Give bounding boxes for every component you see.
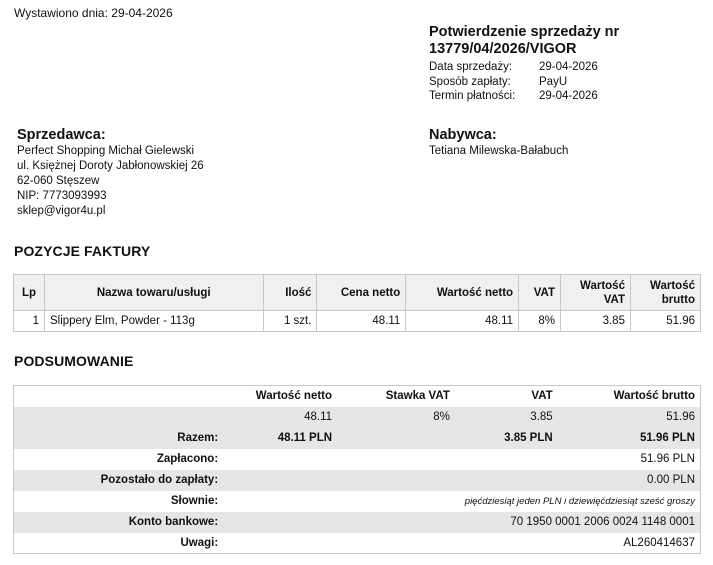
summary-paid-row	[14, 449, 701, 470]
seller-city: 62-060 Stęszew	[17, 175, 100, 187]
summary-rate-rate: 8%	[337, 407, 455, 428]
summary-words-label: Słownie:	[170, 495, 219, 507]
summary-rate-gross: 51.96	[558, 407, 701, 428]
seller-name: Perfect Shopping Michał Gielewski	[17, 145, 195, 157]
cell-net-value: 48.11	[406, 311, 519, 332]
seller-heading: Sprzedawca:	[17, 127, 106, 143]
confirmation-number: 13779/04/2026/VIGOR	[429, 41, 577, 57]
summary-remaining-row	[14, 470, 701, 491]
summary-total-empty	[337, 428, 455, 449]
col-gross-line2: brutto	[661, 293, 695, 306]
meta-label: Sposób zapłaty:	[429, 75, 511, 88]
buyer-name: Tetiana Milewska-Bałabuch	[429, 145, 569, 157]
summary-rate-vat: 3.85	[455, 407, 558, 428]
confirmation-header	[429, 24, 619, 104]
cell-vat: 8%	[519, 311, 561, 332]
meta-value: 29-04-2026	[539, 90, 598, 102]
col-lp: Lp	[14, 275, 45, 311]
summary-col-vat: VAT	[531, 390, 553, 403]
items-table	[13, 274, 701, 332]
cell-lp: 1	[14, 311, 45, 332]
summary-rate-net: 48.11	[223, 407, 337, 428]
summary-header-empty	[14, 386, 224, 407]
summary-remaining-value: 0.00 PLN	[223, 470, 700, 491]
meta-label: Data sprzedaży:	[429, 61, 513, 73]
col-name: Nazwa towaru/usługi	[44, 275, 263, 311]
summary-col-rate: Stawka VAT	[385, 390, 450, 403]
payment-method-row	[429, 75, 619, 90]
items-section-title: POZYCJE FAKTURY	[14, 243, 151, 259]
meta-label: Termin płatności:	[429, 90, 516, 102]
summary-col-gross: Wartość brutto	[613, 390, 695, 403]
confirmation-meta	[429, 60, 619, 104]
seller-block	[17, 128, 204, 219]
summary-notes-label: Uwagi:	[180, 536, 219, 549]
summary-total-gross: 51.96 PLN	[558, 428, 701, 449]
summary-words-row	[14, 491, 701, 512]
items-header-row	[14, 275, 701, 311]
cell-net-price: 48.11	[317, 311, 406, 332]
summary-account-row	[14, 512, 701, 533]
summary-total-net: 48.11 PLN	[223, 428, 337, 449]
summary-total-row	[14, 428, 701, 449]
summary-rate-row	[14, 407, 701, 428]
cell-gross: 51.96	[630, 311, 700, 332]
summary-col-net: Wartość netto	[255, 390, 333, 403]
col-gross	[630, 275, 700, 311]
summary-notes-row	[14, 533, 701, 554]
summary-total-vat: 3.85 PLN	[455, 428, 558, 449]
summary-table	[13, 385, 701, 554]
summary-paid-value: 51.96 PLN	[640, 453, 695, 465]
cell-vat-value: 3.85	[561, 311, 631, 332]
seller-email: sklep@vigor4u.pl	[17, 205, 106, 217]
issue-date: Wystawiono dnia: 29-04-2026	[14, 6, 173, 20]
col-net-value: Wartość netto	[406, 275, 519, 311]
col-vat-value-line2: VAT	[603, 293, 625, 306]
cell-qty: 1 szt.	[263, 311, 317, 332]
sale-date-row	[429, 60, 619, 75]
summary-rate-empty	[14, 407, 224, 428]
cell-name: Slippery Elm, Powder - 113g	[44, 311, 263, 332]
summary-account-label: Konto bankowe:	[14, 512, 224, 533]
summary-total-label: Razem:	[14, 428, 224, 449]
col-net-price: Cena netto	[317, 275, 406, 311]
col-vat-value	[561, 275, 631, 311]
table-row	[14, 311, 701, 332]
summary-header-row	[14, 386, 701, 407]
col-vat: VAT	[519, 275, 561, 311]
summary-notes-value: AL260414637	[623, 536, 695, 549]
confirmation-title	[429, 24, 619, 58]
summary-account-value: 70 1950 0001 2006 0024 1148 0001	[223, 512, 700, 533]
col-gross-line1: Wartość	[650, 279, 695, 292]
confirmation-title-line: Potwierdzenie sprzedaży nr	[429, 24, 620, 40]
buyer-block	[429, 128, 568, 159]
meta-value: PayU	[539, 75, 568, 88]
summary-paid-label: Zapłacono:	[156, 453, 219, 465]
col-vat-value-line1: Wartość	[580, 279, 625, 292]
meta-value: 29-04-2026	[539, 61, 598, 73]
summary-remaining-label: Pozostało do zapłaty:	[14, 470, 224, 491]
payment-due-row	[429, 89, 619, 104]
buyer-heading: Nabywca:	[429, 127, 497, 143]
seller-street: ul. Księżnej Doroty Jabłonowskiej 26	[17, 160, 204, 172]
summary-words-value: pięćdziesiąt jeden PLN i dziewięćdziesiąt sześć groszy	[464, 495, 695, 507]
summary-section-title: PODSUMOWANIE	[14, 353, 134, 369]
seller-nip: NIP: 7773093993	[17, 190, 107, 202]
col-qty: Ilość	[263, 275, 317, 311]
